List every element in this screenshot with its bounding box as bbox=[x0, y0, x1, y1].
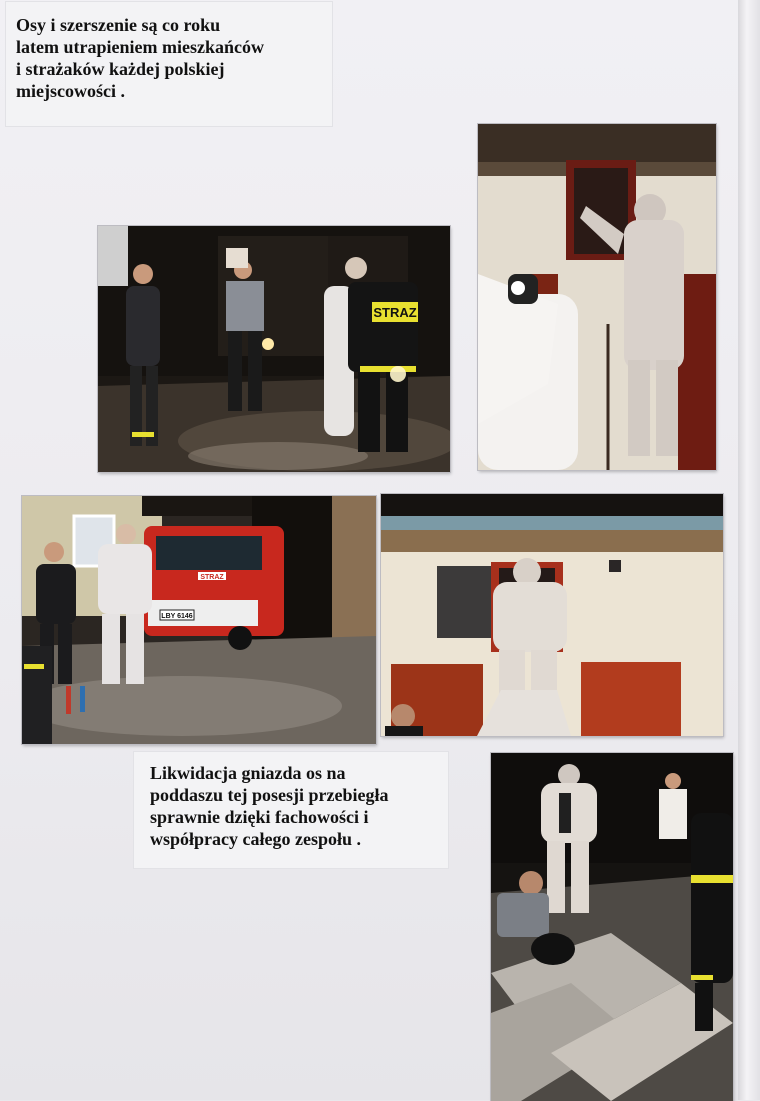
photo-sidewalk-night bbox=[491, 753, 733, 1101]
photo-yard-night bbox=[98, 226, 450, 472]
license-plate: LBY 6146 bbox=[161, 613, 193, 620]
page-edge bbox=[738, 0, 760, 1100]
truck-label: STRAZ bbox=[200, 574, 224, 581]
jacket-label: STRAZ bbox=[373, 305, 417, 320]
photo-suit-wall bbox=[478, 124, 716, 470]
caption-middle: Likwidacja gniazda os na poddaszu tej posesji przebiegła sprawnie dzięki fachowości i współpracy całego zespołu . bbox=[134, 752, 448, 868]
photo-fire-truck bbox=[22, 496, 376, 744]
caption-top: Osy i szerszenie są co roku latem utrapieniem mieszkańców i strażaków każdej polskiej miejscowości . bbox=[6, 2, 332, 126]
photo-house-wall bbox=[381, 494, 723, 736]
